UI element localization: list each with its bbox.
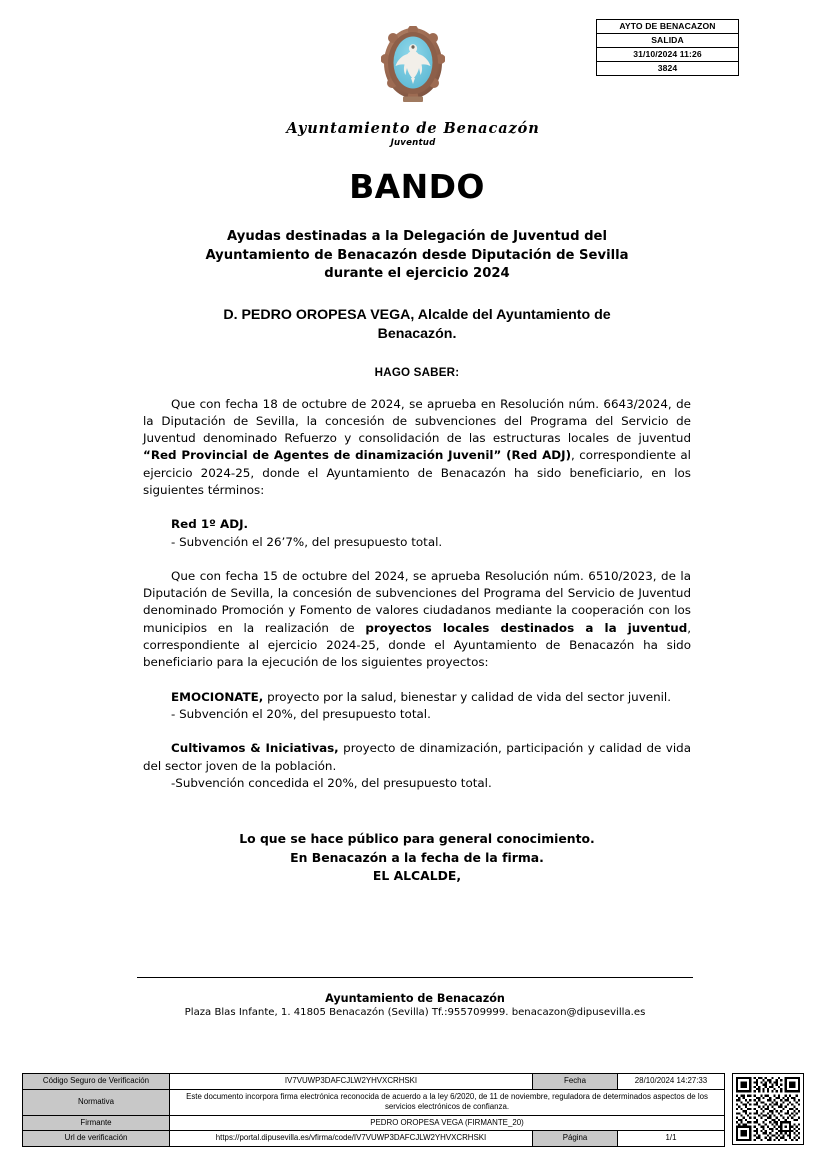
table-row-firmante (23, 1115, 725, 1131)
label-firmante: Firmante (23, 1115, 170, 1131)
paragraph-1-part-1: Que con fecha 18 de octubre de 2024, se aprueba en Resolución núm. 6643/2024, de la Diputación de Sevilla, la concesión de subvenciones del Programa del Servicio de Juventud denominado Refuerzo y consolidación de las estructuras locales de juventud (143, 396, 691, 446)
project-emocionate (143, 689, 691, 706)
page-footer (137, 977, 693, 1020)
letterhead-entity-name: Ayuntamiento de Benacazón (286, 120, 540, 137)
label-codigo-seguro: Código Seguro de Verificación (23, 1074, 170, 1090)
letterhead (0, 26, 826, 149)
stamp-line-entity: AYTO DE BENACAZON (597, 20, 738, 34)
footer-address: Plaza Blas Infante, 1. 41805 Benacazón (Sevilla) Tf.:955709999. benacazon@dipusevilla.es (184, 1007, 646, 1018)
value-codigo-seguro: IV7VUWP3DAFCJLW2YHVXCRHSKI (170, 1074, 533, 1090)
paragraph-2-part-1: Que con fecha 15 de octubre del 2024, se aprueba Resolución núm. 6510/2023, de la Diputación de Sevilla, la concesión de subvenciones del Programa del Servicio de Juventud denominado Promoción y Fomento de valores ciudadanos mediante la cooperación con los municipios en la realización de (143, 568, 691, 635)
paragraph-1-part-2: , correspondiente al ejercicio 2024-25, donde el Ayuntamiento de Benacazón ha sido beneficiario, en los siguientes términos: (143, 448, 691, 497)
footer-entity-name: Ayuntamiento de Benacazón (325, 992, 505, 1005)
paragraph-resolution-2 (143, 568, 691, 672)
value-normativa: Este documento incorpora firma electrónica reconocida de acuerdo a la ley 6/2020, de 11 de noviembre, reguladora de determinados aspectos de los servicios electrónicos de confianza. (170, 1089, 725, 1115)
stamp-line-datetime: 31/10/2024 11:26 (597, 48, 738, 62)
project-2-subsidy: -Subvención concedida el 20%, del presupuesto total. (171, 775, 492, 790)
project-2-description: proyecto de dinamización, participación y calidad de vida del sector joven de la población. (143, 741, 691, 773)
label-pagina: Página (533, 1131, 618, 1147)
subtitle-line-1: Ayudas destinadas a la Delegación de Juventud del (226, 229, 608, 244)
coat-of-arms-icon (381, 26, 445, 106)
letterhead-department: Juventud (390, 138, 436, 148)
stamp-line-type: SALIDA (597, 34, 738, 48)
table-row-url (23, 1131, 725, 1147)
verification-block (22, 1073, 804, 1147)
label-fecha: Fecha (533, 1074, 618, 1090)
closing-line-1: Lo que se hace público para general conocimiento. (239, 831, 595, 847)
project-cultivamos (143, 740, 691, 775)
project-1-subsidy: - Subvención el 20%, del presupuesto total. (171, 706, 431, 721)
project-2-name: Cultivamos & Iniciativas, (171, 741, 339, 756)
footer-divider (137, 977, 693, 978)
paragraph-2-bold-1: proyectos locales destinados a la juventud (365, 620, 688, 635)
subtitle-line-2: Ayuntamiento de Benacazón desde Diputación de Sevilla (205, 247, 629, 263)
value-fecha: 28/10/2024 14:27:33 (618, 1074, 725, 1090)
red-adj-heading: Red 1º ADJ. (171, 517, 249, 532)
paragraph-1-bold-1: “Red Provincial de Agentes de dinamización Juvenil” (Red ADJ) (143, 448, 572, 463)
mayor-declaration (143, 306, 691, 344)
table-row-csv (23, 1074, 725, 1090)
project-1-name: EMOCIONATE, (171, 689, 264, 704)
mayor-line-1: D. PEDRO OROPESA VEGA, Alcalde del Ayuntamiento de (223, 306, 611, 323)
verification-table (22, 1073, 725, 1147)
document-body (143, 168, 691, 886)
document-subtitle (143, 228, 691, 284)
label-url-verificacion: Url de verificación (23, 1131, 170, 1147)
value-pagina: 1/1 (618, 1131, 725, 1147)
qr-code-icon[interactable] (732, 1073, 804, 1145)
value-url-verificacion[interactable]: https://portal.dipusevilla.es/vfirma/code/IV7VUWP3DAFCJLW2YHVXCRHSKI (170, 1131, 533, 1147)
stamp-line-number: 3824 (657, 63, 678, 73)
mayor-line-2: Benacazón. (377, 325, 457, 342)
label-normativa: Normativa (23, 1089, 170, 1115)
red-adj-subsidy: - Subvención el 26’7%, del presupuesto total. (171, 534, 443, 549)
paragraph-2-part-2: , correspondiente al ejercicio 2024-25, donde el Ayuntamiento de Benacazón ha sido beneficiario para la ejecución de los siguientes proyectos: (143, 620, 691, 670)
closing-line-2: En Benacazón a la fecha de la firma. (290, 849, 544, 865)
table-row-normativa (23, 1089, 725, 1115)
page-title: BANDO (349, 167, 485, 206)
paragraph-resolution-1 (143, 396, 691, 500)
project-1-description: proyecto por la salud, bienestar y calidad de vida del sector juvenil. (263, 689, 671, 704)
value-firmante: PEDRO OROPESA VEGA (FIRMANTE_20) (170, 1115, 725, 1131)
subtitle-line-3: durante el ejercicio 2024 (324, 266, 510, 281)
closing-line-3: EL ALCALDE, (372, 868, 462, 884)
hago-saber-heading: HAGO SABER: (374, 365, 460, 379)
closing-block (143, 830, 691, 886)
